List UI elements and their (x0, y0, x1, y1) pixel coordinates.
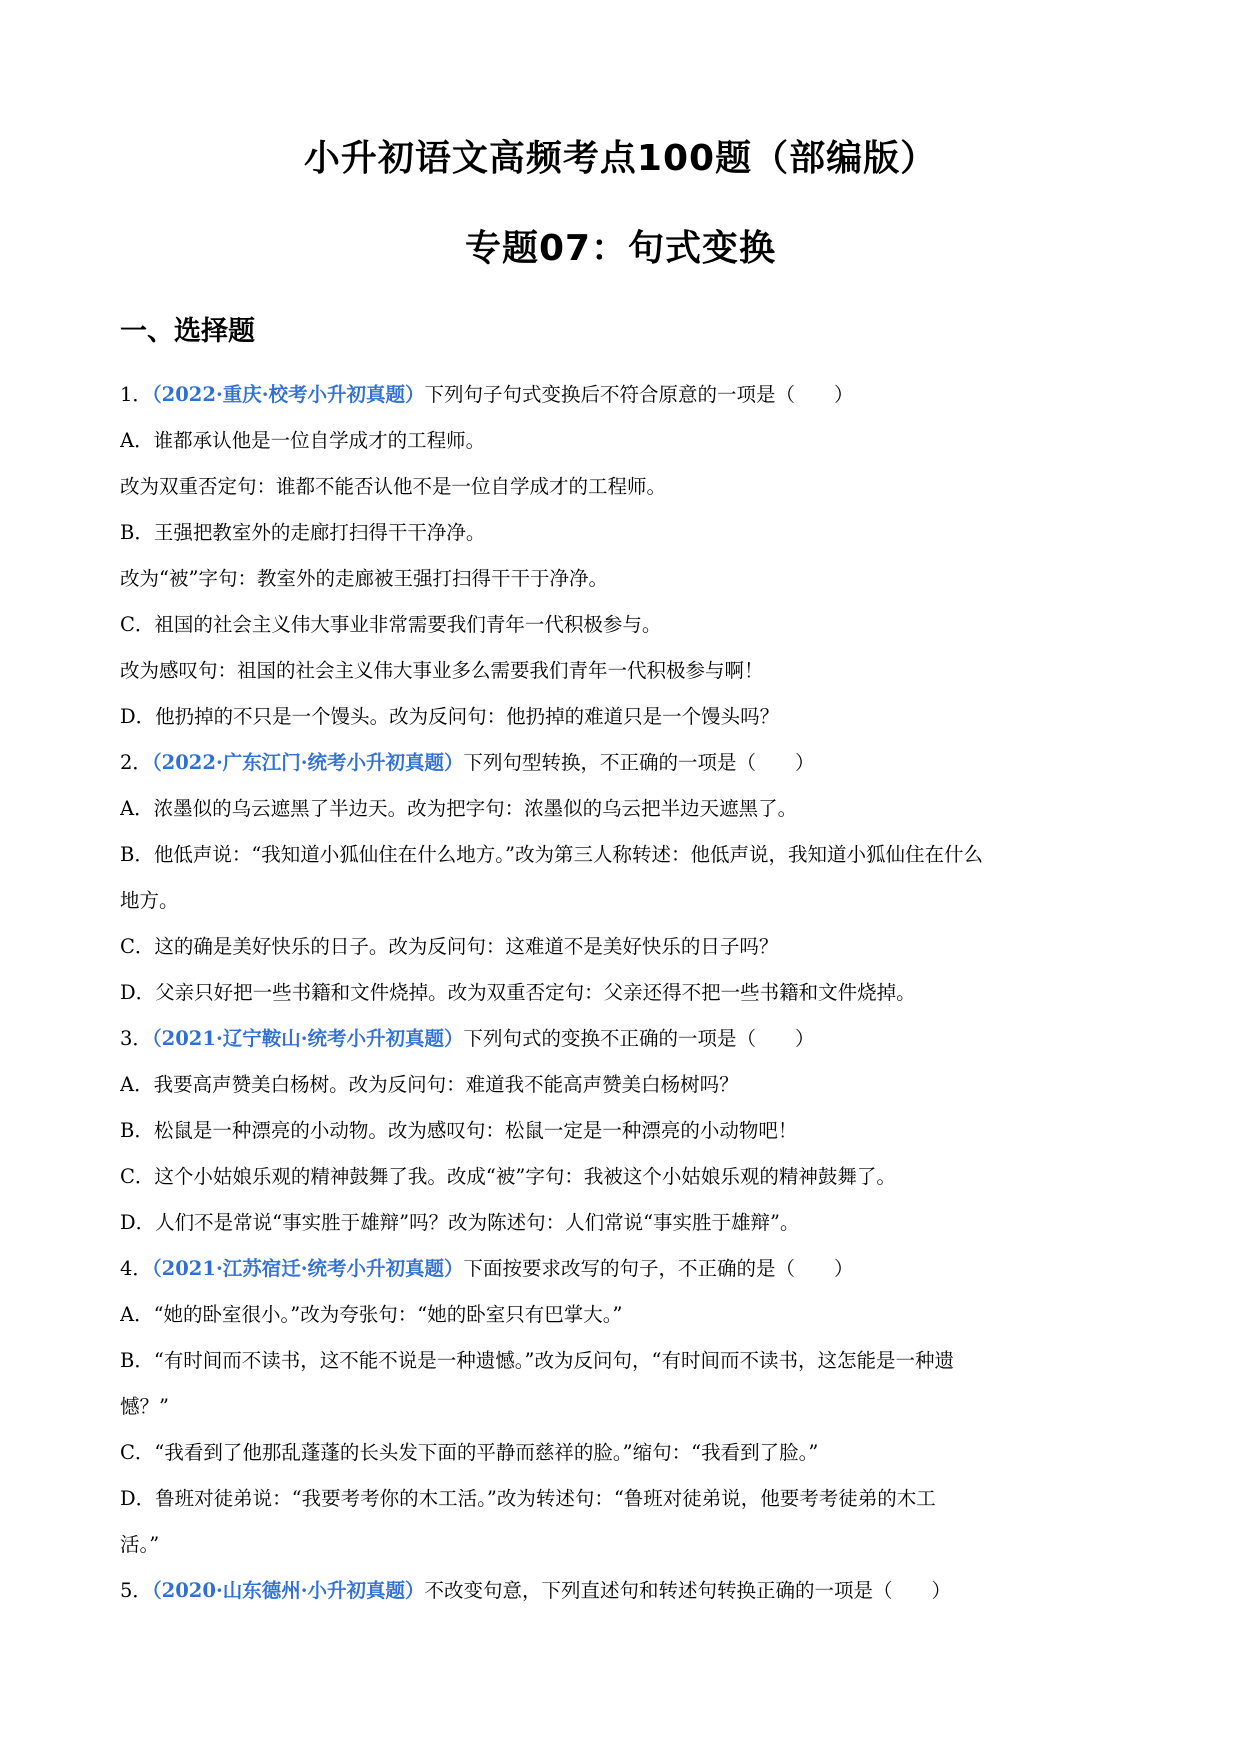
question-text: 下列句型转换，不正确的一项是（ ） (463, 751, 815, 774)
document-title: 小升初语文高频考点100题（部编版） (303, 138, 938, 179)
question-line: 憾？” (120, 1395, 169, 1418)
question-number: 4． (120, 1257, 152, 1280)
question-source: （2022·广东江门·统考小升初真题） (151, 751, 464, 774)
question-source: （2022·重庆·校考小升初真题） (151, 383, 425, 406)
question-5-stem (120, 1568, 1130, 1614)
question-line: B．他低声说：“我知道小狐仙住在什么地方。”改为第三人称转述：他低声说，我知道小狐仙住在什么 (120, 843, 984, 866)
question-source: （2021·江苏宿迁·统考小升初真题） (151, 1257, 464, 1280)
question-text: 不改变句意，下列直述句和转述句转换正确的一项是（ ） (424, 1579, 952, 1602)
question-source: （2021·辽宁鞍山·统考小升初真题） (151, 1027, 464, 1050)
question-line: D．父亲只好把一些书籍和文件烧掉。改为双重否定句：父亲还得不把一些书籍和文件烧掉。 (120, 981, 916, 1004)
question-line: D．他扔掉的不只是一个馒头。改为反问句：他扔掉的难道只是一个馒头吗？ (120, 705, 780, 728)
question-number: 2． (120, 751, 152, 774)
question-1-stem (120, 372, 1130, 418)
question-line: C．这的确是美好快乐的日子。改为反问句：这难道不是美好快乐的日子吗？ (120, 935, 779, 958)
question-number: 1． (120, 383, 152, 406)
question-3-stem (120, 1016, 1130, 1062)
question-line: A．谁都承认他是一位自学成才的工程师。 (120, 429, 486, 452)
question-text: 下列句式的变换不正确的一项是（ ） (463, 1027, 815, 1050)
question-line: 地方。 (120, 889, 179, 912)
question-line: D．鲁班对徒弟说：“我要考考你的木工活。”改为转述句：“鲁班对徒弟说，他要考考徒弟的木工 (120, 1487, 936, 1510)
question-line: D．人们不是常说“事实胜于雄辩”吗？改为陈述句：人们常说“事实胜于雄辩”。 (120, 1211, 800, 1234)
question-line: B．“有时间而不读书，这不能不说是一种遗憾。”改为反问句，“有时间而不读书，这怎能是一种遗 (120, 1349, 954, 1372)
question-4-stem (120, 1246, 1130, 1292)
question-line: 改为双重否定句：谁都不能否认他不是一位自学成才的工程师。 (120, 475, 667, 498)
question-line: A．浓墨似的乌云遮黑了半边天。改为把字句：浓墨似的乌云把半边天遮黑了。 (120, 797, 798, 820)
question-line: 改为“被”字句：教室外的走廊被王强打扫得干干于净净。 (120, 567, 608, 590)
question-text: 下列句子句式变换后不符合原意的一项是（ ） (424, 383, 854, 406)
question-list (120, 372, 1130, 1614)
question-number: 3． (120, 1027, 152, 1050)
question-source: （2020·山东德州·小升初真题） (151, 1579, 425, 1602)
section-heading: 一、选择题 (120, 316, 255, 347)
question-line: 改为感叹句：祖国的社会主义伟大事业多么需要我们青年一代积极参与啊！ (120, 659, 764, 682)
question-line: A．我要高声赞美白杨树。改为反问句：难道我不能高声赞美白杨树吗？ (120, 1073, 739, 1096)
document-subtitle: 专题07：句式变换 (464, 228, 777, 269)
question-text: 下面按要求改写的句子，不正确的是（ ） (463, 1257, 854, 1280)
question-line: B．松鼠是一种漂亮的小动物。改为感叹句：松鼠一定是一种漂亮的小动物吧！ (120, 1119, 798, 1142)
question-2-stem (120, 740, 1130, 786)
question-line: 活。” (120, 1533, 160, 1556)
question-line: A．“她的卧室很小。”改为夸张句：“她的卧室只有巴掌大。” (120, 1303, 623, 1326)
question-line: C．“我看到了他那乱蓬蓬的长头发下面的平静而慈祥的脸。”缩句：“我看到了脸。” (120, 1441, 819, 1464)
question-line: B．王强把教室外的走廊打扫得干干净净。 (120, 521, 486, 544)
question-line: C．祖国的社会主义伟大事业非常需要我们青年一代积极参与。 (120, 613, 662, 636)
question-number: 5． (120, 1579, 152, 1602)
question-line: C．这个小姑娘乐观的精神鼓舞了我。改成“被”字句：我被这个小姑娘乐观的精神鼓舞了。 (120, 1165, 896, 1188)
